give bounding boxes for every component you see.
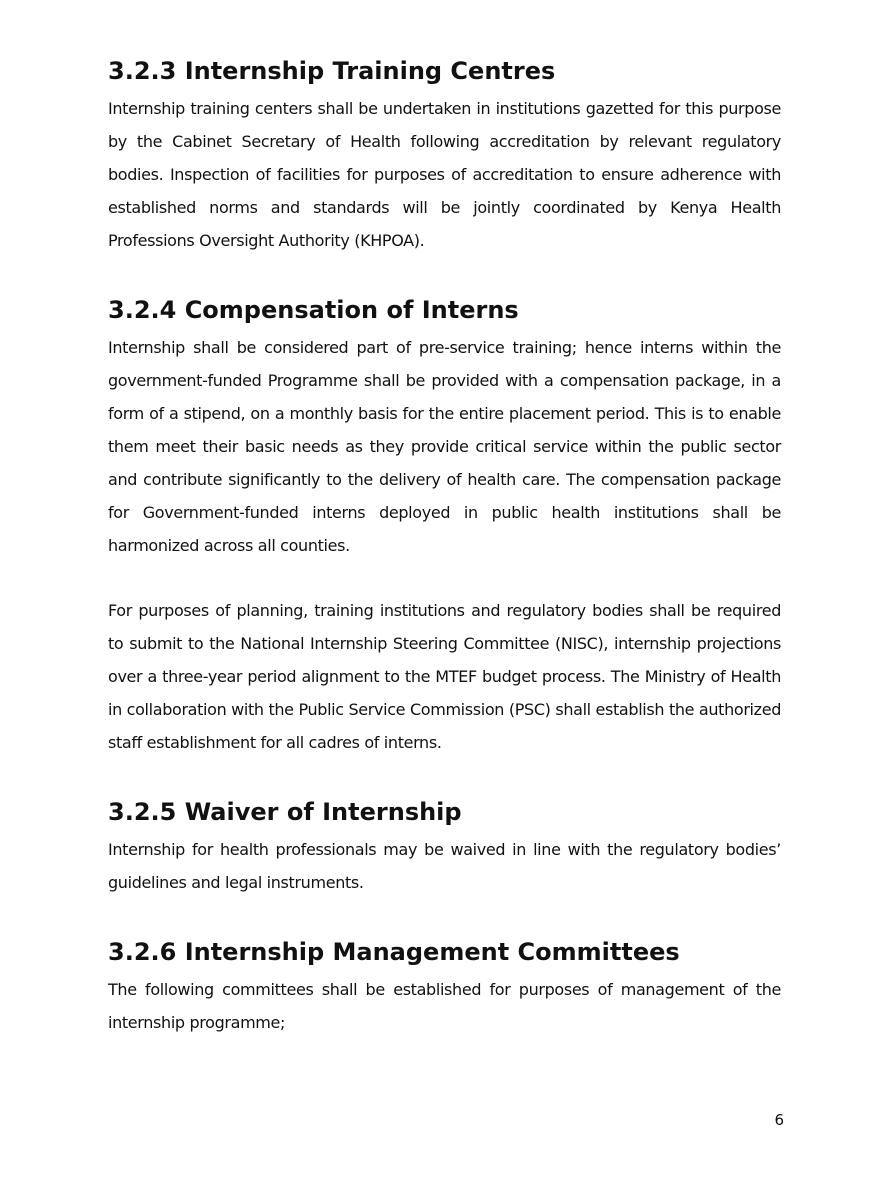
page-content [108, 54, 781, 1039]
paragraph: Internship shall be considered part of pre-service training; hence interns within the government-funded Programme shall be provided with a compensation package, in a form of a stipend, on a monthly basis for the entire placement period. This is to enable them meet their basic needs as they provide critical service within the public sector and contribute significantly to the delivery of health care. The compensation package for Government-funded interns deployed in public health institutions shall be harmonized across all counties. [108, 338, 781, 555]
section-heading: 3.2.4 Compensation of Interns [108, 296, 519, 324]
section-internship-training-centres [108, 54, 781, 257]
section-internship-management-committees [108, 935, 781, 1039]
paragraph: Internship for health professionals may be waived in line with the regulatory bodies’ guidelines and legal instruments. [108, 840, 781, 892]
section-heading: 3.2.3 Internship Training Centres [108, 57, 556, 85]
paragraph: The following committees shall be established for purposes of management of the internship programme; [108, 980, 781, 1032]
section-waiver-of-internship [108, 795, 781, 899]
section-heading: 3.2.5 Waiver of Internship [108, 798, 462, 826]
page-number: 6 [774, 1111, 784, 1129]
paragraph: For purposes of planning, training institutions and regulatory bodies shall be required to submit to the National Internship Steering Committee (NISC), internship projections over a three-year period alignment to the MTEF budget process. The Ministry of Health in collaboration with the Public Service Commission (PSC) shall establish the authorized staff establishment for all cadres of interns. [108, 601, 781, 752]
section-heading: 3.2.6 Internship Management Committees [108, 938, 680, 966]
paragraph: Internship training centers shall be undertaken in institutions gazetted for this purpose by the Cabinet Secretary of Health following accreditation by relevant regulatory bodies. Inspection of facilities for purposes of accreditation to ensure adherence with established norms and standards will be jointly coordinated by Kenya Health Professions Oversight Authority (KHPOA). [108, 99, 781, 250]
section-compensation-of-interns [108, 293, 781, 759]
